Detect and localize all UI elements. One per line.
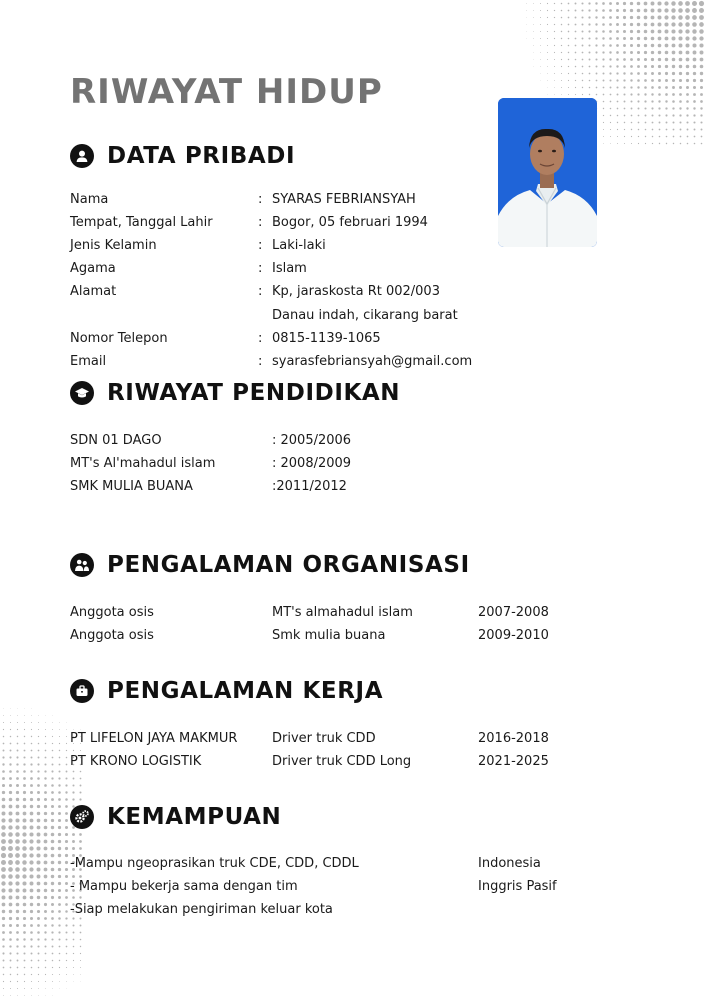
- school-name: MT's Al'mahadul islam: [70, 456, 216, 471]
- skill-row: [0, 902, 706, 922]
- organization-place: Smk mulia buana: [272, 628, 386, 643]
- organization-role: Anggota osis: [70, 605, 154, 620]
- field-separator: :: [258, 284, 263, 299]
- work-years: 2016-2018: [478, 731, 549, 746]
- field-label: Alamat: [70, 284, 117, 299]
- field-separator: :: [258, 354, 263, 369]
- school-name: SMK MULIA BUANA: [70, 479, 193, 494]
- section-kemampuan: [70, 804, 281, 830]
- field-label: Agama: [70, 261, 116, 276]
- education-row: [0, 479, 706, 499]
- field-row: [0, 354, 706, 374]
- field-separator: :: [258, 238, 263, 253]
- field-label: Jenis Kelamin: [70, 238, 157, 253]
- skill-item: -Mampu ngeoprasikan truk CDE, CDD, CDDL: [70, 856, 359, 871]
- field-value: syarasfebriansyah@gmail.com: [272, 354, 473, 369]
- skill-row: [0, 879, 706, 899]
- field-value: Danau indah, cikarang barat: [272, 308, 458, 323]
- field-label: Email: [70, 354, 107, 369]
- person-icon: [70, 144, 94, 168]
- field-row: [0, 192, 706, 212]
- skill-item: -Siap melakukan pengiriman keluar kota: [70, 902, 333, 917]
- language-item: Inggris Pasif: [478, 879, 557, 894]
- field-value: Kp, jaraskosta Rt 002/003: [272, 284, 440, 299]
- work-years: 2021-2025: [478, 754, 549, 769]
- work-row: [0, 754, 706, 774]
- field-value: SYARAS FEBRIANSYAH: [272, 192, 416, 207]
- field-label: Nama: [70, 192, 109, 207]
- organization-years: 2007-2008: [478, 605, 549, 620]
- section-pengalaman-kerja: [70, 678, 383, 704]
- work-position: Driver truk CDD Long: [272, 754, 412, 769]
- section-title: RIWAYAT PENDIDIKAN: [107, 380, 401, 406]
- field-row: [0, 238, 706, 258]
- field-row: [0, 308, 706, 328]
- section-title: KEMAMPUAN: [107, 804, 282, 830]
- field-separator: :: [258, 331, 263, 346]
- education-row: [0, 456, 706, 476]
- school-years: : 2008/2009: [272, 456, 352, 471]
- field-label: Nomor Telepon: [70, 331, 168, 346]
- school-years: :2011/2012: [272, 479, 347, 494]
- work-position: Driver truk CDD: [272, 731, 376, 746]
- work-company: PT KRONO LOGISTIK: [70, 754, 202, 769]
- language-item: Indonesia: [478, 856, 541, 871]
- field-row: [0, 331, 706, 351]
- field-row: [0, 261, 706, 281]
- section-title: PENGALAMAN ORGANISASI: [107, 552, 470, 578]
- briefcase-icon: [70, 679, 94, 703]
- organization-row: [0, 605, 706, 625]
- work-row: [0, 731, 706, 751]
- field-row: [0, 215, 706, 235]
- school-years: : 2005/2006: [272, 433, 352, 448]
- field-separator: :: [258, 192, 263, 207]
- skill-item: - Mampu bekerja sama dengan tim: [70, 879, 298, 894]
- field-separator: :: [258, 261, 263, 276]
- work-company: PT LIFELON JAYA MAKMUR: [70, 731, 238, 746]
- section-pengalaman-organisasi: [70, 552, 470, 578]
- organization-years: 2009-2010: [478, 628, 549, 643]
- skill-row: [0, 856, 706, 876]
- organization-role: Anggota osis: [70, 628, 154, 643]
- school-name: SDN 01 DAGO: [70, 433, 162, 448]
- gears-icon: [70, 805, 94, 829]
- field-row: [0, 284, 706, 304]
- organization-place: MT's almahadul islam: [272, 605, 413, 620]
- education-row: [0, 433, 706, 453]
- field-value: 0815-1139-1065: [272, 331, 381, 346]
- section-title: PENGALAMAN KERJA: [107, 678, 384, 704]
- field-separator: :: [258, 215, 263, 230]
- field-value: Islam: [272, 261, 307, 276]
- section-riwayat-pendidikan: [70, 380, 400, 406]
- section-data-pribadi: [70, 143, 295, 169]
- field-value: Bogor, 05 februari 1994: [272, 215, 428, 230]
- field-label: Tempat, Tanggal Lahir: [70, 215, 213, 230]
- page-title: RIWAYAT HIDUP: [70, 72, 383, 112]
- group-icon: [70, 553, 94, 577]
- graduation-cap-icon: [70, 381, 94, 405]
- field-value: Laki-laki: [272, 238, 326, 253]
- organization-row: [0, 628, 706, 648]
- section-title: DATA PRIBADI: [107, 143, 296, 169]
